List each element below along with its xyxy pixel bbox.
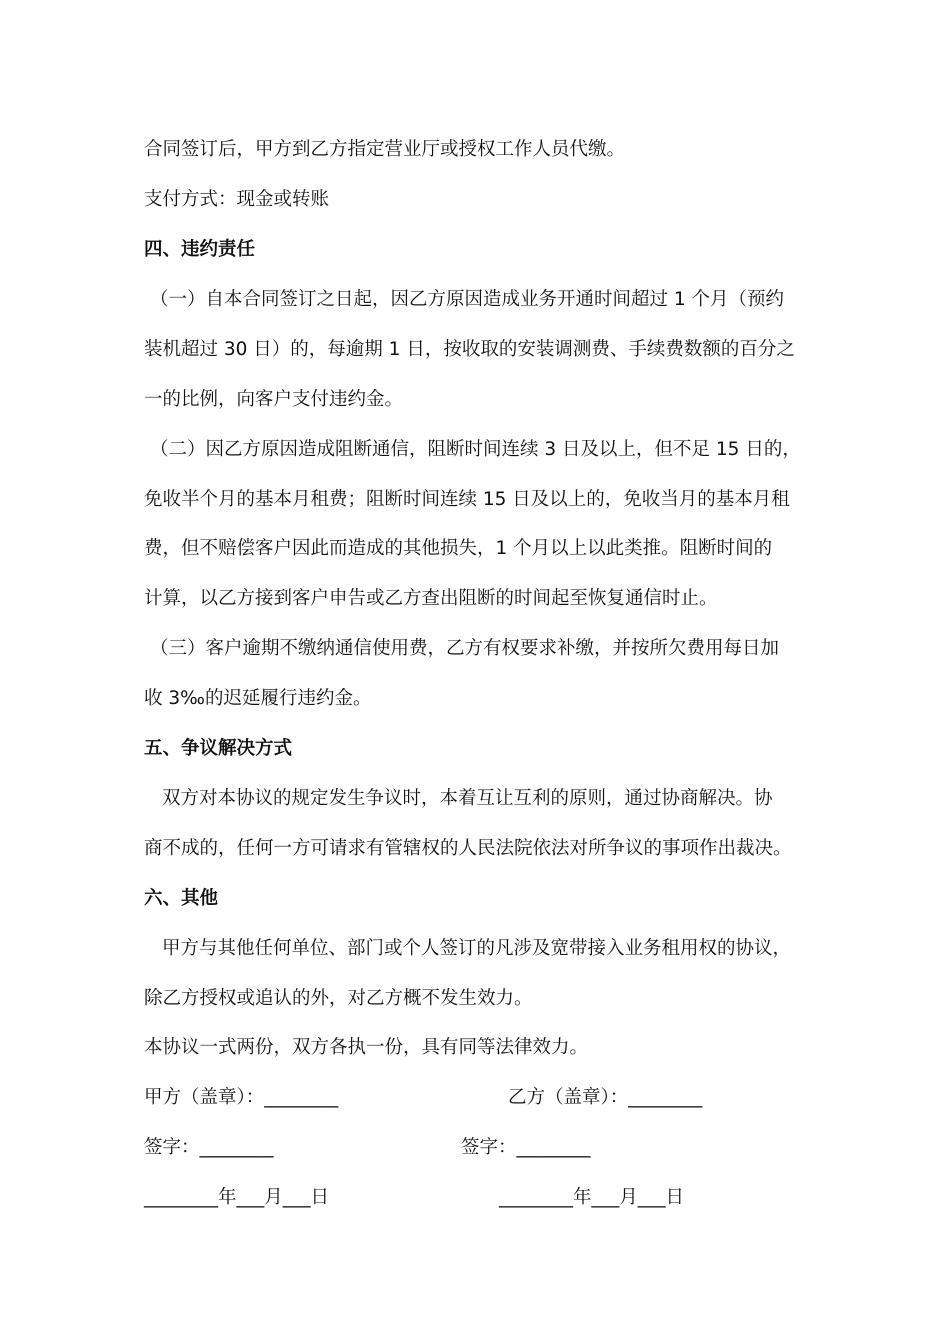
paragraph-line: 计算，以乙方接到客户申告或乙方查出阻断的时间起至恢复通信时止。	[144, 588, 718, 609]
paragraph-line: （一）自本合同签订之日起，因乙方原因造成业务开通时间超过 1 个月（预约	[150, 289, 785, 310]
section-heading-dispute: 五、争议解决方式	[144, 738, 293, 759]
payment-method-line: 支付方式：现金或转账	[144, 189, 330, 210]
paragraph-line: （三）客户逾期不缴纳通信使用费，乙方有权要求补缴，并按所欠费用每日加	[150, 638, 780, 659]
paragraph-line: 装机超过 30 日）的，每逾期 1 日，按收取的安装调测费、手续费数额的百分之	[144, 339, 795, 360]
paragraph-line: （二）因乙方原因造成阻断通信，阻断时间连续 3 日及以上，但不足 15 日的，	[150, 439, 801, 460]
section-heading-liability: 四、违约责任	[144, 239, 256, 260]
party-b-signature-field: 签字：________	[461, 1137, 591, 1158]
paragraph-line: 商不成的，任何一方可请求有管辖权的人民法院依法对所争议的事项作出裁决。	[144, 838, 792, 859]
paragraph-line: 一的比例，向客户支付违约金。	[144, 389, 404, 410]
paragraph-line: 免收半个月的基本月租费；阻断时间连续 15 日及以上的，免收当月的基本月租	[144, 489, 790, 510]
party-a-signature-field: 签字：________	[144, 1137, 274, 1158]
paragraph-line: 收 3‰的迟延履行违约金。	[144, 688, 372, 709]
party-b-seal-field: 乙方（盖章）：________	[508, 1087, 703, 1108]
paragraph-line: 本协议一式两份，双方各执一份，具有同等法律效力。	[144, 1037, 589, 1058]
paragraph-line: 双方对本协议的规定发生争议时，本着互让互利的原则，通过协商解决。协	[162, 788, 773, 809]
party-b-date-field: ________年___月___日	[499, 1187, 685, 1208]
paragraph-line: 费，但不赔偿客户因此而造成的其他损失，1 个月以上以此类推。阻断时间的	[144, 538, 773, 559]
party-a-date-field: ________年___月___日	[144, 1187, 330, 1208]
paragraph-line: 合同签订后，甲方到乙方指定营业厅或授权工作人员代缴。	[144, 139, 626, 160]
paragraph-line: 除乙方授权或追认的外，对乙方概不发生效力。	[144, 988, 533, 1009]
section-heading-other: 六、其他	[144, 888, 219, 909]
party-a-seal-field: 甲方（盖章）：________	[144, 1087, 339, 1108]
paragraph-line: 甲方与其他任何单位、部门或个人签订的凡涉及宽带接入业务租用权的协议，	[162, 938, 792, 959]
